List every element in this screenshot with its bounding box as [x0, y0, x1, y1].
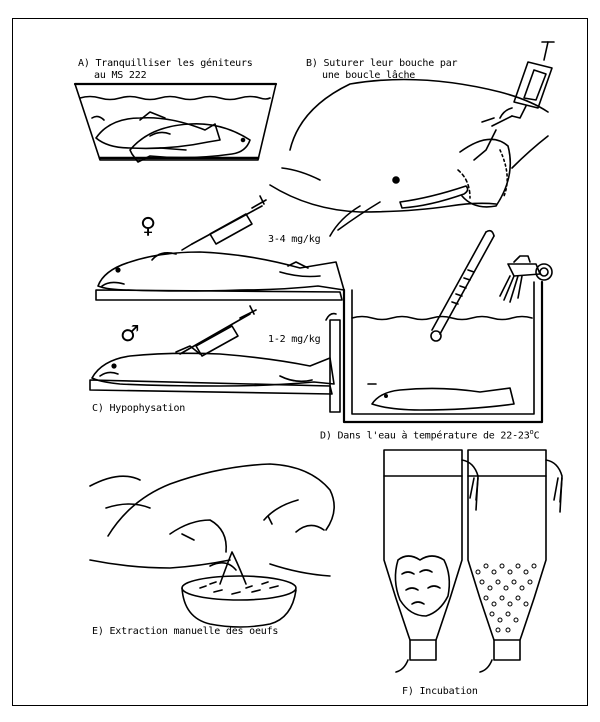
panel-d-aquarium-drawing	[326, 282, 542, 422]
female-symbol: ♀	[140, 214, 156, 239]
panel-f-incubator-left-drawing	[384, 450, 478, 672]
panel-f-incubator-right-drawing	[468, 450, 562, 672]
male-symbol: ♂	[120, 322, 140, 347]
female-fish-injection-drawing	[96, 196, 344, 300]
panel-d-caption-unit: C	[533, 430, 540, 442]
panel-c-caption: C) Hypophysation	[92, 403, 186, 414]
panel-a-caption-line1: A) Tranquilliser les géniteurs	[78, 58, 253, 69]
suture-needle-drawing	[474, 42, 554, 160]
thermometer-drawing	[431, 231, 494, 341]
panel-d-caption-degree: o	[529, 428, 534, 436]
panel-a-caption-line2: au MS 222	[94, 70, 147, 81]
egg-bowl-drawing	[182, 552, 296, 627]
panel-b-caption-line2: une boucle lâche	[322, 70, 416, 81]
panel-e-hands-drawing	[90, 464, 334, 576]
panel-f-caption: F) Incubation	[402, 686, 478, 697]
panel-d-caption-text: D) Dans l'eau à température de 22-23	[320, 430, 530, 442]
panel-e-caption: E) Extraction manuelle des oeufs	[92, 626, 279, 637]
male-fish-injection-drawing	[90, 306, 334, 394]
panel-b-caption-line1: B) Suturer leur bouche par	[306, 58, 458, 69]
panel-a-tank-drawing	[75, 84, 276, 162]
water-tap-drawing	[500, 256, 552, 302]
male-dose: 1-2 mg/kg	[268, 334, 321, 345]
female-dose: 3-4 mg/kg	[268, 234, 321, 245]
panel-b-fish-head-drawing	[270, 80, 548, 237]
